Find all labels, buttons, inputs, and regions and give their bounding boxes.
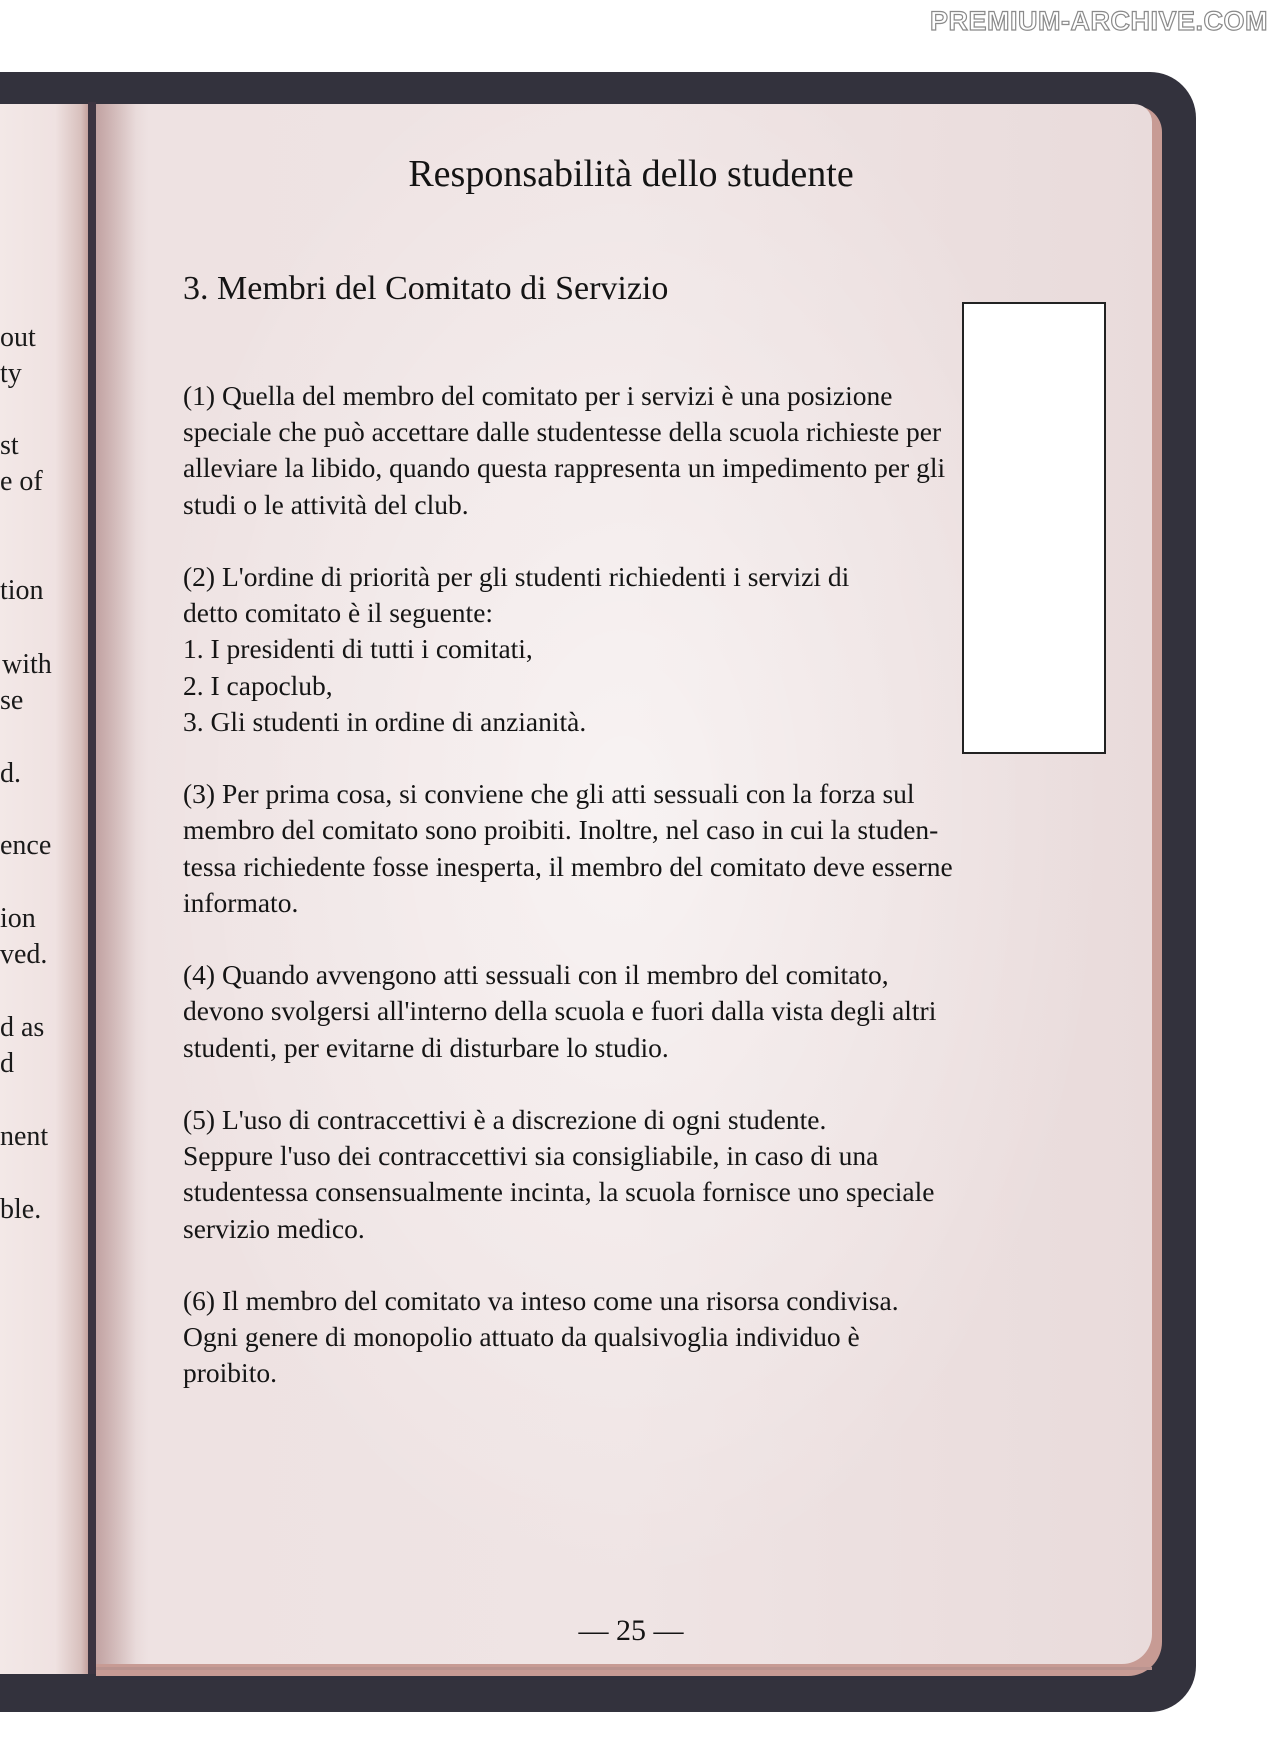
rule-line: servizio medico.: [183, 1212, 365, 1244]
bottom-rule: [96, 1667, 1152, 1670]
rule-line: proibito.: [183, 1357, 277, 1389]
left-page-fragment: d.: [0, 758, 21, 789]
page-title: Responsabilità dello studente: [408, 153, 854, 195]
rule-line: (5) L'uso di contraccettivi è a discrezione di ogni studente.: [183, 1104, 827, 1135]
left-page-fragment: ty: [0, 358, 22, 389]
left-page-fragment: d as: [0, 1012, 45, 1043]
left-page-fragment: ion: [0, 903, 36, 934]
page-number: — 25 —: [578, 1614, 684, 1647]
left-page-fragment: with: [2, 649, 52, 680]
book-spine: [88, 102, 96, 1674]
rule-line: detto comitato è il seguente:: [183, 597, 494, 629]
rule-paragraph: [183, 1283, 983, 1392]
section-heading: 3. Membri del Comitato di Servizio: [183, 270, 669, 307]
rule-line: informato.: [183, 886, 299, 918]
left-page-fragment: d: [0, 1048, 14, 1079]
rules-list: [183, 378, 983, 1428]
right-page: [96, 104, 1152, 1664]
rule-paragraph: [183, 957, 983, 1066]
rule-line: (6) Il membro del comitato va inteso come una risorsa condivisa.: [183, 1285, 899, 1316]
rule-line: studenti, per evitarne di disturbare lo studio.: [183, 1031, 669, 1063]
rule-paragraph: [183, 776, 983, 921]
left-page-fragment: out: [0, 322, 36, 353]
rule-line: (1) Quella del membro del comitato per i servizi è una posizione: [183, 380, 893, 411]
rule-line: 3. Gli studenti in ordine di anzianità.: [183, 705, 587, 737]
left-page-fragment: se: [0, 685, 24, 716]
rule-line: membro del comitato sono proibiti. Inoltre, nel caso in cui la studen-: [183, 814, 939, 846]
rule-line: (3) Per prima cosa, si conviene che gli atti sessuali con la forza sul: [183, 778, 915, 810]
rule-line: studentessa consensualmente incinta, la scuola fornisce uno speciale: [183, 1176, 935, 1208]
rule-paragraph: [183, 559, 983, 740]
rule-line: speciale che può accettare dalle studentesse della scuola richieste per: [183, 416, 942, 448]
left-page-fragment: nent: [0, 1121, 49, 1152]
rule-line: Seppure l'uso dei contraccettivi sia consigliabile, in caso di una: [183, 1140, 879, 1172]
rule-line: devono svolgersi all'interno della scuola e fuori dalla vista degli altri: [183, 995, 937, 1027]
rule-paragraph: [183, 378, 983, 523]
left-page-fragment: ble.: [0, 1194, 42, 1225]
rule-line: studi o le attività del club.: [183, 488, 469, 520]
rule-line: Ogni genere di monopolio attuato da qualsivoglia individuo è: [183, 1321, 860, 1353]
rule-line: alleviare la libido, quando questa rappresenta un impedimento per gli: [183, 452, 946, 484]
blank-side-box: [962, 302, 1106, 754]
rule-line: 1. I presidenti di tutti i comitati,: [183, 633, 533, 665]
left-page-fragment: ved.: [0, 939, 48, 970]
rule-line: (2) L'ordine di priorità per gli studenti richiedenti i servizi di: [183, 561, 850, 592]
left-page-fragment: e of: [0, 466, 43, 497]
rule-line: (4) Quando avvengono atti sessuali con il membro del comitato,: [183, 959, 889, 991]
rule-line: tessa richiedente fosse inesperta, il membro del comitato deve esserne: [183, 850, 953, 882]
rule-line: 2. I capoclub,: [183, 669, 333, 701]
watermark: PREMIUM-ARCHIVE.COM: [930, 6, 1268, 36]
left-page-fragment: ence: [0, 830, 52, 861]
left-page: [0, 104, 92, 1674]
left-page-fragment: st: [0, 430, 19, 461]
left-page-fragment: tion: [0, 575, 44, 606]
rule-paragraph: [183, 1102, 983, 1247]
